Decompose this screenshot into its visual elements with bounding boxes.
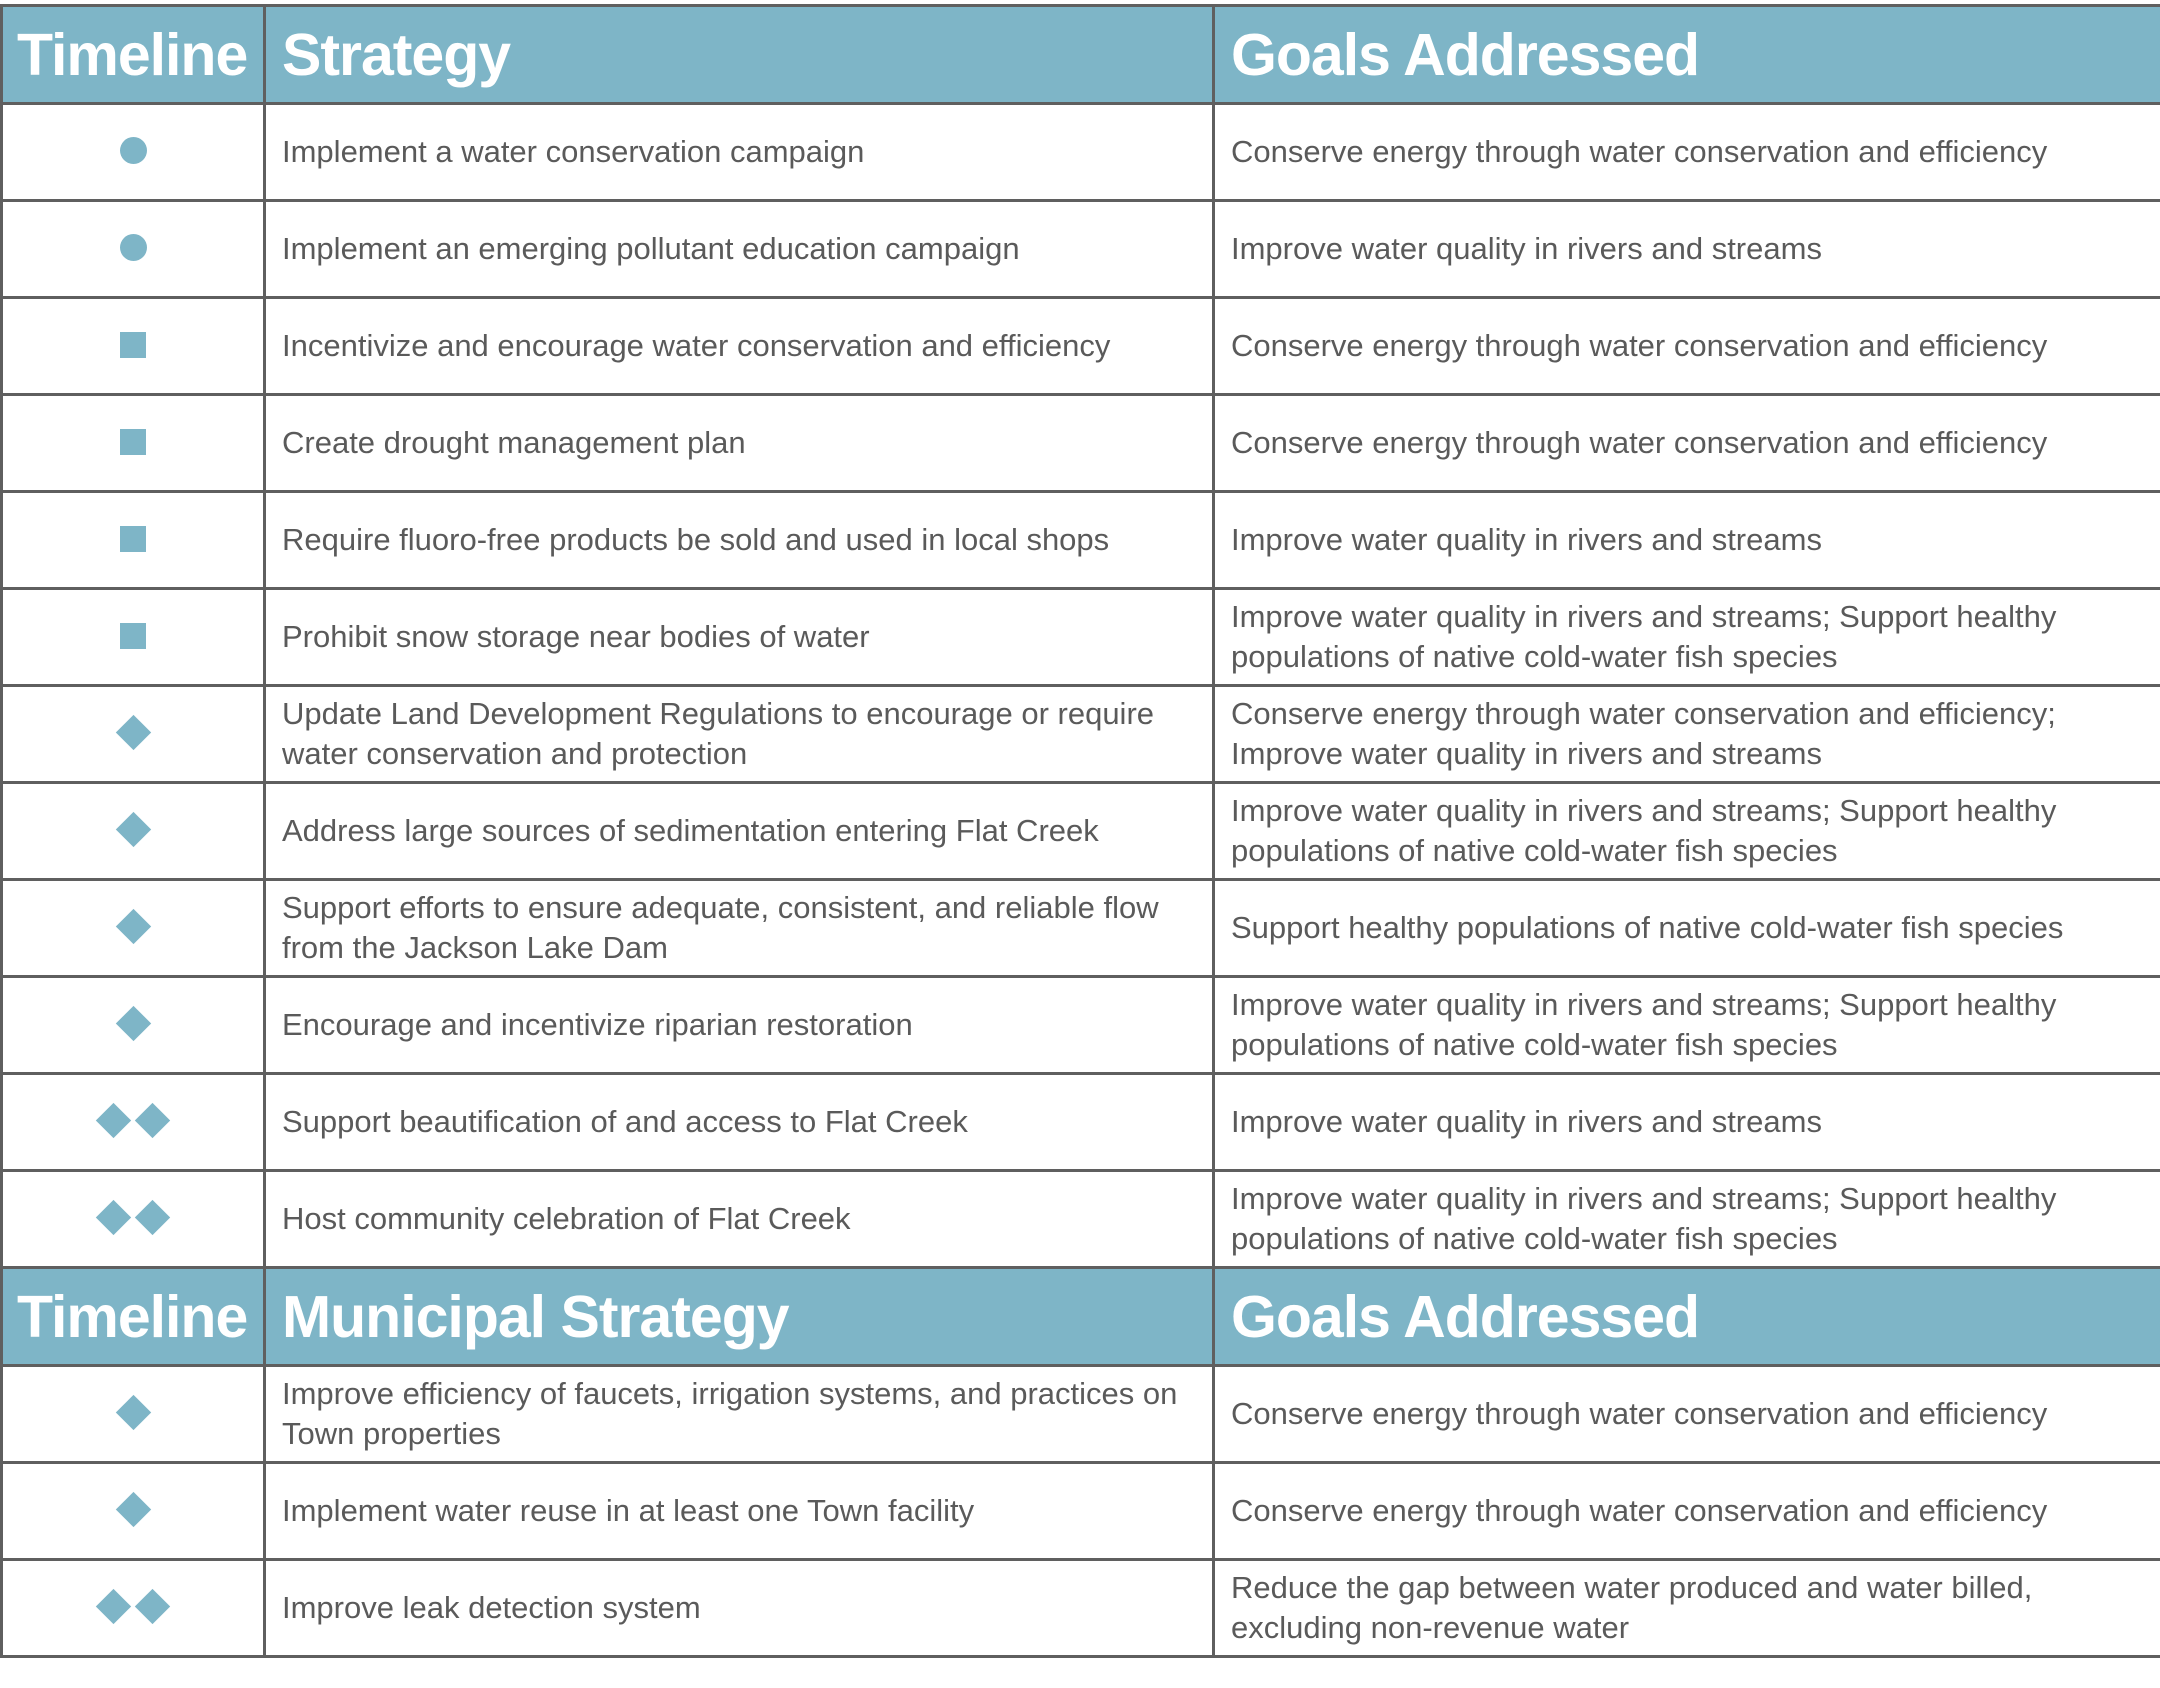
table-row xyxy=(2,880,2160,977)
goals-cell: Improve water quality in rivers and streams xyxy=(1214,201,2160,298)
strategy-cell: Implement an emerging pollutant education campaign xyxy=(265,201,1214,298)
diamond-icon xyxy=(115,1006,150,1041)
strategy-cell: Create drought management plan xyxy=(265,395,1214,492)
timeline-cell xyxy=(2,201,265,298)
goals-cell: Conserve energy through water conservation and efficiency xyxy=(1214,104,2160,201)
diamond-icon xyxy=(115,1492,150,1527)
diamond-icon xyxy=(96,1103,131,1138)
square-icon xyxy=(120,325,146,365)
timeline-cell xyxy=(2,492,265,589)
strategy-cell: Update Land Development Regulations to encourage or require water conservation and protection xyxy=(265,686,1214,783)
column-header-goals: Goals Addressed xyxy=(1214,6,2160,104)
goals-cell: Improve water quality in rivers and streams; Support healthy populations of native cold-water fish species xyxy=(1214,589,2160,686)
circle-icon xyxy=(120,234,147,261)
table-row xyxy=(2,1074,2160,1171)
section-header-row xyxy=(2,1268,2160,1366)
table-row xyxy=(2,1560,2160,1657)
timeline-cell xyxy=(2,395,265,492)
double-diamond-icon xyxy=(101,1587,165,1627)
strategy-cell: Implement water reuse in at least one Town facility xyxy=(265,1463,1214,1560)
table-row xyxy=(2,201,2160,298)
double-diamond-icon xyxy=(101,1101,165,1141)
square-icon xyxy=(120,429,146,455)
double-diamond-icon xyxy=(101,1198,165,1238)
circle-icon xyxy=(120,227,147,267)
diamond-icon xyxy=(121,1393,146,1433)
timeline-cell xyxy=(2,104,265,201)
timeline-cell xyxy=(2,1560,265,1657)
table-body xyxy=(2,6,2160,1657)
square-icon xyxy=(120,422,146,462)
column-header-timeline: Timeline xyxy=(2,1268,265,1366)
goals-cell: Conserve energy through water conservation and efficiency; Improve water quality in rivers and streams xyxy=(1214,686,2160,783)
diamond-icon xyxy=(96,1200,131,1235)
table-row xyxy=(2,492,2160,589)
diamond-icon xyxy=(115,1395,150,1430)
diamond-icon xyxy=(115,909,150,944)
strategy-cell: Incentivize and encourage water conservation and efficiency xyxy=(265,298,1214,395)
strategy-cell: Improve efficiency of faucets, irrigation systems, and practices on Town properties xyxy=(265,1366,1214,1463)
strategy-cell: Support beautification of and access to Flat Creek xyxy=(265,1074,1214,1171)
strategy-cell: Support efforts to ensure adequate, consistent, and reliable flow from the Jackson Lake Dam xyxy=(265,880,1214,977)
timeline-cell xyxy=(2,1074,265,1171)
circle-icon xyxy=(120,130,147,170)
goals-cell: Support healthy populations of native cold-water fish species xyxy=(1214,880,2160,977)
strategy-cell: Improve leak detection system xyxy=(265,1560,1214,1657)
goals-cell: Improve water quality in rivers and streams; Support healthy populations of native cold-water fish species xyxy=(1214,977,2160,1074)
strategy-cell: Implement a water conservation campaign xyxy=(265,104,1214,201)
goals-cell: Improve water quality in rivers and streams xyxy=(1214,492,2160,589)
strategy-cell: Host community celebration of Flat Creek xyxy=(265,1171,1214,1268)
diamond-icon xyxy=(121,1490,146,1530)
table-row xyxy=(2,298,2160,395)
timeline-cell xyxy=(2,1171,265,1268)
strategy-cell: Require fluoro-free products be sold and used in local shops xyxy=(265,492,1214,589)
section-header-row xyxy=(2,6,2160,104)
column-header-strategy: Municipal Strategy xyxy=(265,1268,1214,1366)
goals-cell: Conserve energy through water conservation and efficiency xyxy=(1214,1366,2160,1463)
strategy-table xyxy=(0,4,2160,1658)
square-icon xyxy=(120,616,146,656)
column-header-strategy: Strategy xyxy=(265,6,1214,104)
diamond-icon xyxy=(135,1200,170,1235)
table-row xyxy=(2,1171,2160,1268)
diamond-icon xyxy=(115,715,150,750)
goals-cell: Conserve energy through water conservation and efficiency xyxy=(1214,1463,2160,1560)
strategy-cell: Prohibit snow storage near bodies of water xyxy=(265,589,1214,686)
diamond-icon xyxy=(96,1589,131,1624)
diamond-icon xyxy=(121,810,146,850)
goals-cell: Conserve energy through water conservation and efficiency xyxy=(1214,395,2160,492)
square-icon xyxy=(120,519,146,559)
timeline-cell xyxy=(2,686,265,783)
table-row xyxy=(2,783,2160,880)
diamond-icon xyxy=(115,812,150,847)
table-row xyxy=(2,686,2160,783)
square-icon xyxy=(120,623,146,649)
circle-icon xyxy=(120,137,147,164)
strategy-cell: Address large sources of sedimentation entering Flat Creek xyxy=(265,783,1214,880)
diamond-icon xyxy=(135,1103,170,1138)
goals-cell: Improve water quality in rivers and streams xyxy=(1214,1074,2160,1171)
timeline-cell xyxy=(2,1366,265,1463)
diamond-icon xyxy=(135,1589,170,1624)
timeline-cell xyxy=(2,589,265,686)
diamond-icon xyxy=(121,713,146,753)
table-row xyxy=(2,977,2160,1074)
timeline-cell xyxy=(2,977,265,1074)
table-row xyxy=(2,589,2160,686)
goals-cell: Conserve energy through water conservation and efficiency xyxy=(1214,298,2160,395)
goals-cell: Improve water quality in rivers and streams; Support healthy populations of native cold-water fish species xyxy=(1214,783,2160,880)
goals-cell: Improve water quality in rivers and streams; Support healthy populations of native cold-water fish species xyxy=(1214,1171,2160,1268)
table-row xyxy=(2,104,2160,201)
table-row xyxy=(2,395,2160,492)
diamond-icon xyxy=(121,1004,146,1044)
timeline-cell xyxy=(2,298,265,395)
timeline-cell xyxy=(2,783,265,880)
table-row xyxy=(2,1366,2160,1463)
timeline-cell xyxy=(2,1463,265,1560)
column-header-timeline: Timeline xyxy=(2,6,265,104)
timeline-cell xyxy=(2,880,265,977)
goals-cell: Reduce the gap between water produced and water billed, excluding non-revenue water xyxy=(1214,1560,2160,1657)
diamond-icon xyxy=(121,907,146,947)
table-row xyxy=(2,1463,2160,1560)
column-header-goals: Goals Addressed xyxy=(1214,1268,2160,1366)
square-icon xyxy=(120,332,146,358)
strategy-cell: Encourage and incentivize riparian restoration xyxy=(265,977,1214,1074)
square-icon xyxy=(120,526,146,552)
